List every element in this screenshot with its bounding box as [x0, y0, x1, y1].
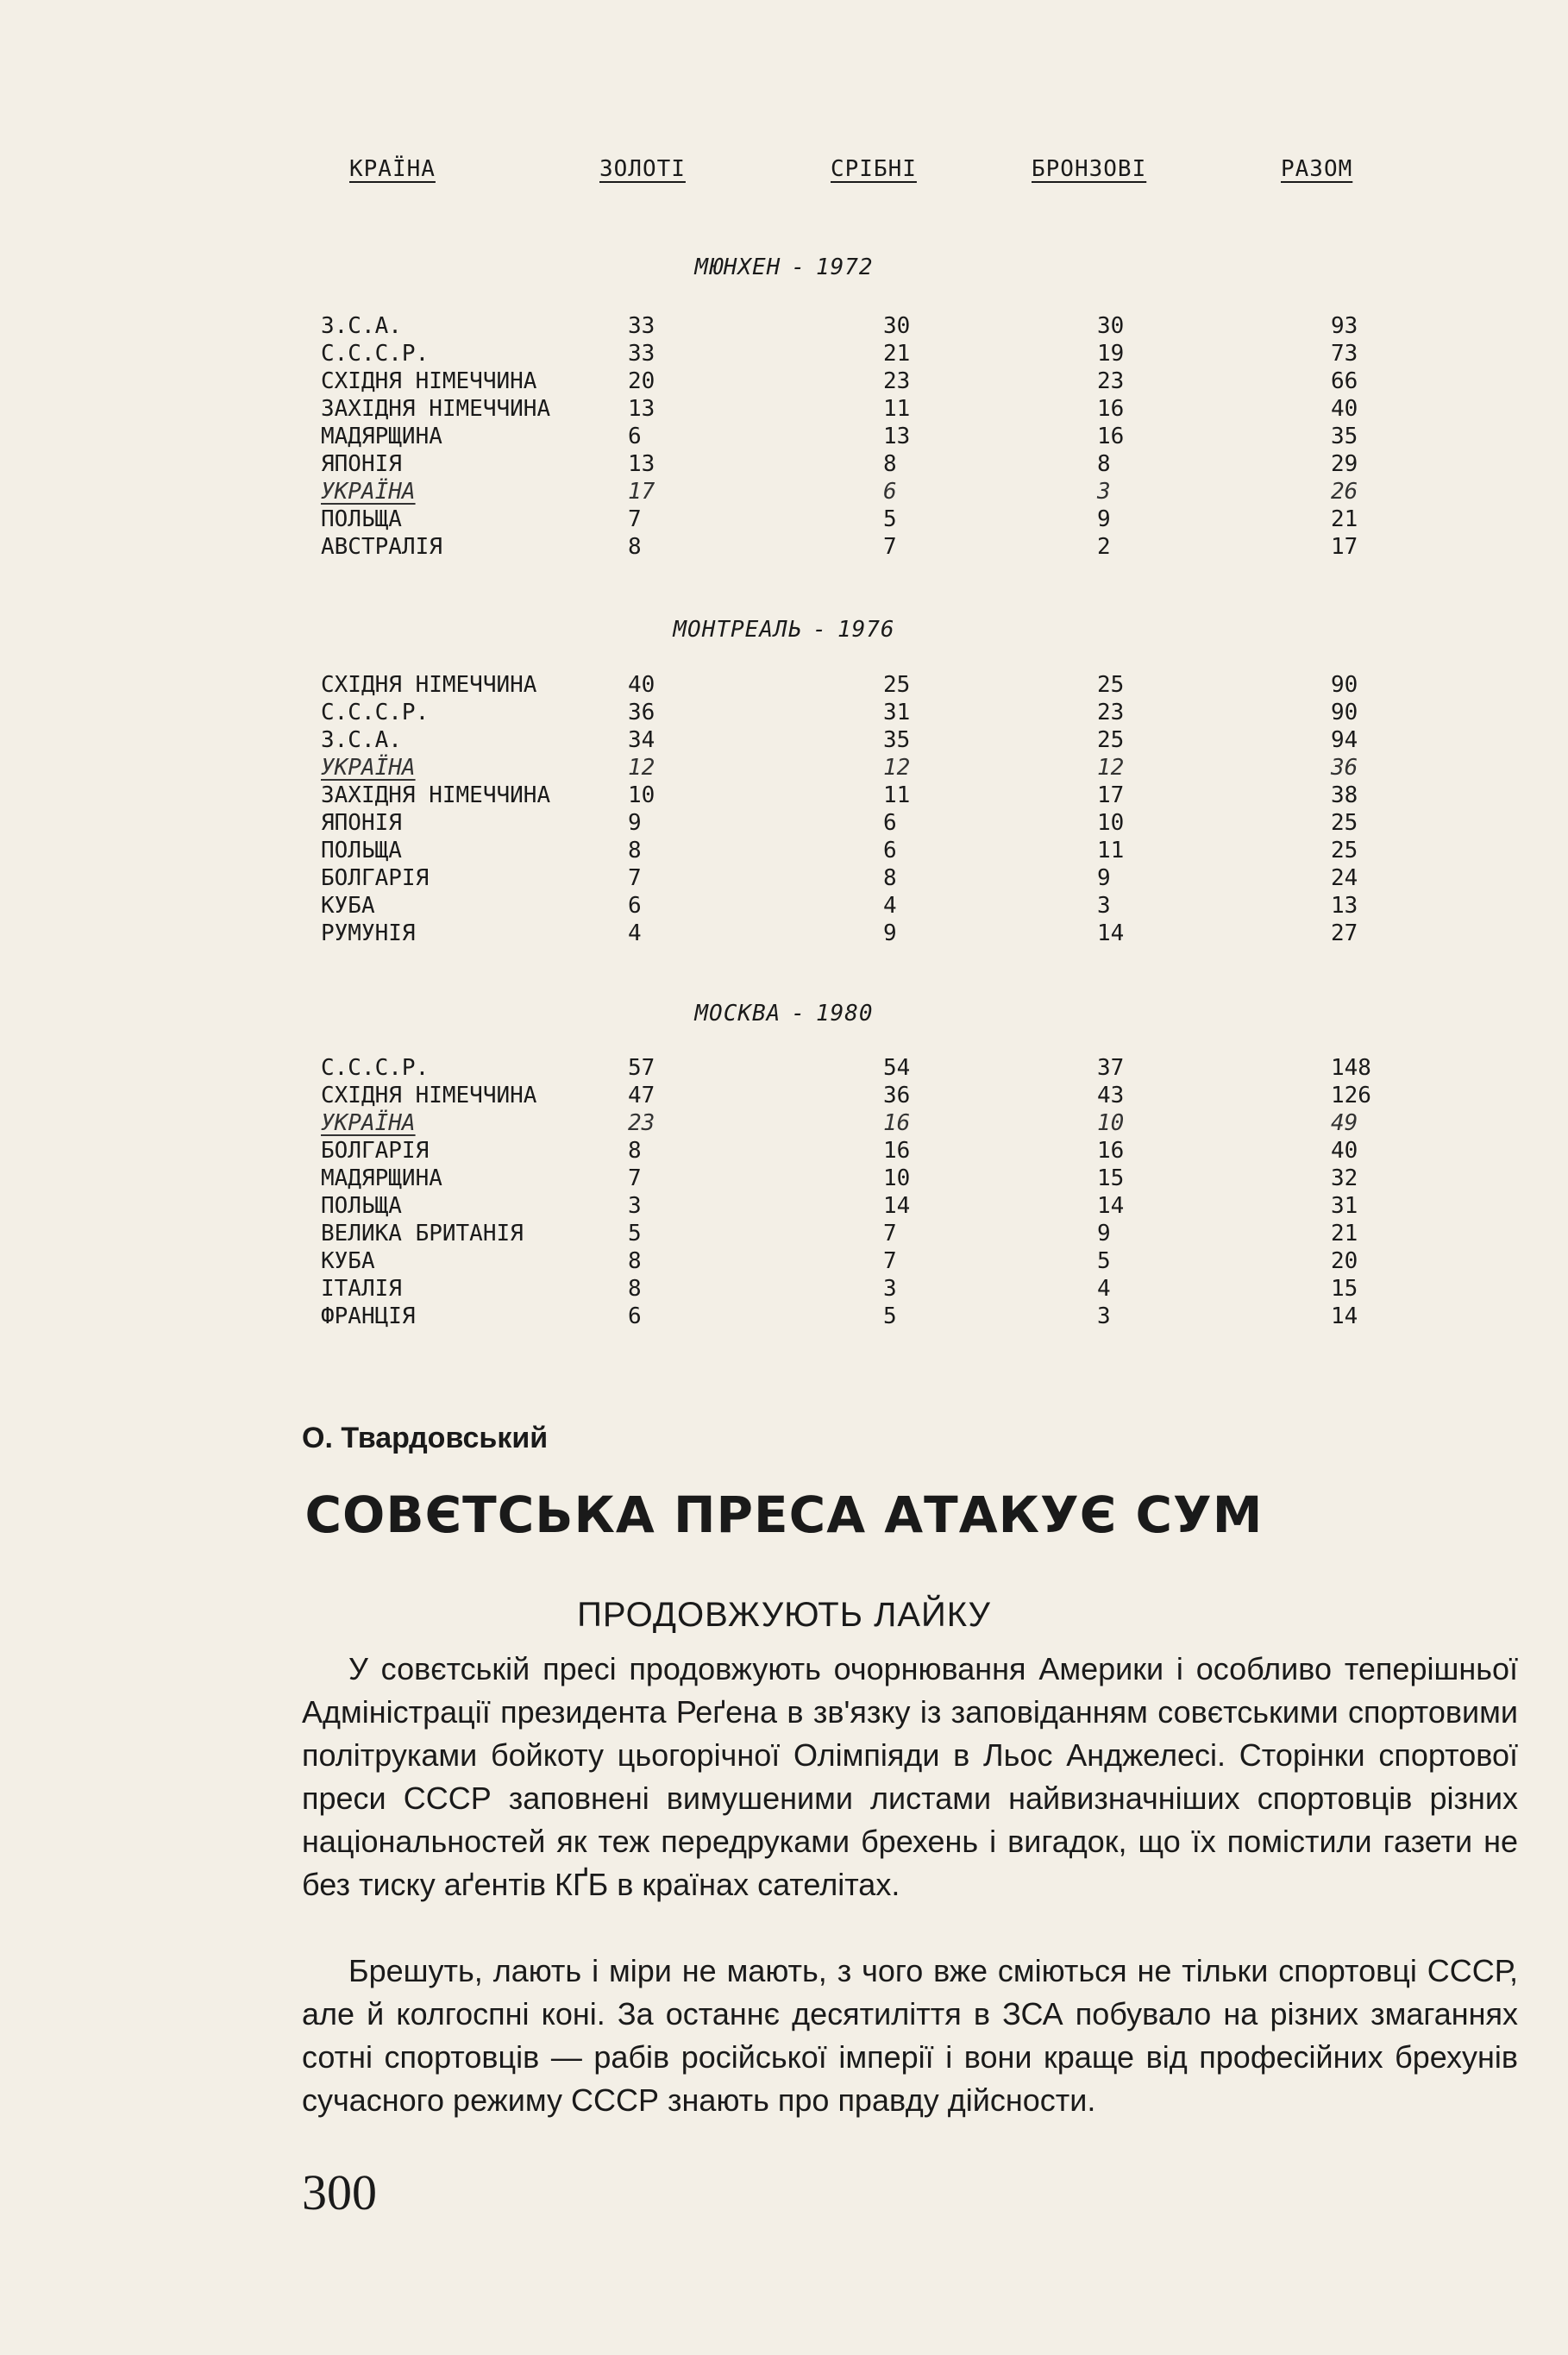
total-count: 148	[1331, 1055, 1371, 1081]
gold-count: 13	[628, 396, 655, 422]
gold-count: 23	[628, 1110, 655, 1136]
country-name: ФРАНЦІЯ	[321, 1303, 416, 1329]
table-row	[0, 478, 1568, 506]
silver-count: 31	[883, 700, 911, 725]
header-silver: СРІБНІ	[831, 156, 917, 182]
olympic-section-title	[0, 996, 1568, 1031]
table-row	[0, 423, 1568, 450]
silver-count: 7	[883, 1248, 897, 1274]
bronze-count: 43	[1097, 1083, 1125, 1108]
table-row	[0, 1165, 1568, 1192]
table-row	[0, 1303, 1568, 1330]
table-row	[0, 533, 1568, 561]
country-name: С.С.С.Р.	[321, 1055, 430, 1081]
country-name: УКРАЇНА	[321, 479, 416, 505]
page-number: 300	[302, 2164, 377, 2220]
olympic-year: 1980	[815, 1001, 874, 1027]
silver-count: 14	[883, 1193, 911, 1219]
bronze-count: 12	[1097, 755, 1125, 781]
country-name: С.С.С.Р.	[321, 341, 430, 367]
title-separator: -	[812, 617, 827, 643]
country-name: СХІДНЯ НІМЕЧЧИНА	[321, 672, 537, 698]
gold-count: 9	[628, 810, 642, 836]
header-country: КРАЇНА	[349, 156, 436, 182]
gold-count: 20	[628, 368, 655, 394]
bronze-count: 14	[1097, 1193, 1125, 1219]
country-name: ВЕЛИКА БРИТАНІЯ	[321, 1221, 524, 1247]
olympic-year: 1972	[815, 254, 874, 280]
table-row	[0, 671, 1568, 699]
total-count: 13	[1331, 893, 1358, 919]
bronze-count: 15	[1097, 1165, 1125, 1191]
silver-count: 5	[883, 506, 897, 532]
table-row	[0, 1082, 1568, 1109]
gold-count: 5	[628, 1221, 642, 1247]
article-paragraph: Брешуть, лають і міри не мають, з чого вже сміються не тільки спортовці СССР, але й колгоспні коні. За останнє десятиліття в ЗСА побувало на різних змаганнях сотні спортовців — рабів російської імперії і вони краще від професійних брехунів сучасного режиму СССР знають про правду дійсности.	[302, 1953, 1518, 2118]
table-row	[0, 1137, 1568, 1165]
table-row	[0, 312, 1568, 340]
total-count: 36	[1331, 755, 1358, 781]
subheading: ПРОДОВЖУЮТЬ ЛАЙКУ	[577, 1596, 991, 1634]
gold-count: 13	[628, 451, 655, 477]
country-name: БОЛГАРІЯ	[321, 865, 430, 891]
silver-count: 7	[883, 1221, 897, 1247]
silver-count: 10	[883, 1165, 911, 1191]
table-row	[0, 726, 1568, 754]
gold-count: 34	[628, 727, 655, 753]
header-gold: ЗОЛОТІ	[599, 156, 686, 182]
table-row	[0, 450, 1568, 478]
gold-count: 47	[628, 1083, 655, 1108]
article-paragraph: У совєтській пресі продовжують очорнювання Америки і особливо теперішньої Адміністрації президента Реґена в зв'язку із заповіданням совєтськими спортовими політруками бойкоту цьогорічної Олімпіяди в Льос Анджелесі. Сторінки спортової преси СССР заповнені вимушеними листами найвизначніших спортовців різних національностей як теж передруками брехень і вигадок, що їх помістили газети не без тиску аґентів КҐБ в країнах сателітах.	[302, 1651, 1518, 1902]
silver-count: 8	[883, 865, 897, 891]
gold-count: 8	[628, 838, 642, 864]
bronze-count: 8	[1097, 451, 1111, 477]
headline: СОВЄТСЬКА ПРЕСА АТАКУЄ СУМ	[304, 1485, 1264, 1544]
silver-count: 16	[883, 1138, 911, 1164]
silver-count: 23	[883, 368, 911, 394]
country-name: КУБА	[321, 893, 375, 919]
table-row	[0, 892, 1568, 920]
silver-count: 54	[883, 1055, 911, 1081]
gold-count: 33	[628, 341, 655, 367]
table-row	[0, 920, 1568, 947]
country-name: ПОЛЬЩА	[321, 506, 402, 532]
total-count: 21	[1331, 1221, 1358, 1247]
total-count: 14	[1331, 1303, 1358, 1329]
gold-count: 6	[628, 893, 642, 919]
title-separator: -	[791, 254, 806, 280]
table-row	[0, 340, 1568, 367]
table-row	[0, 1192, 1568, 1220]
table-row	[0, 1275, 1568, 1303]
total-count: 90	[1331, 700, 1358, 725]
country-name: МАДЯРЩИНА	[321, 1165, 442, 1191]
gold-count: 17	[628, 479, 655, 505]
silver-count: 35	[883, 727, 911, 753]
bronze-count: 9	[1097, 1221, 1111, 1247]
silver-count: 5	[883, 1303, 897, 1329]
bronze-count: 3	[1097, 893, 1111, 919]
silver-count: 21	[883, 341, 911, 367]
olympic-city: МОСКВА	[694, 1001, 781, 1027]
bronze-count: 14	[1097, 920, 1125, 946]
bronze-count: 25	[1097, 727, 1125, 753]
gold-count: 8	[628, 1138, 642, 1164]
bronze-count: 10	[1097, 1110, 1125, 1136]
title-separator: -	[791, 1001, 806, 1027]
country-name: ПОЛЬЩА	[321, 838, 402, 864]
table-row	[0, 837, 1568, 864]
olympic-city: МОНТРЕАЛЬ	[673, 617, 803, 643]
silver-count: 11	[883, 396, 911, 422]
table-row	[0, 506, 1568, 533]
total-count: 38	[1331, 782, 1358, 808]
gold-count: 8	[628, 534, 642, 560]
silver-count: 12	[883, 755, 911, 781]
country-name: БОЛГАРІЯ	[321, 1138, 430, 1164]
total-count: 29	[1331, 451, 1358, 477]
gold-count: 6	[628, 1303, 642, 1329]
gold-count: 33	[628, 313, 655, 339]
bronze-count: 23	[1097, 368, 1125, 394]
total-count: 73	[1331, 341, 1358, 367]
table-row	[0, 782, 1568, 809]
country-name: З.С.А.	[321, 313, 402, 339]
bronze-count: 9	[1097, 865, 1111, 891]
table-row	[0, 1054, 1568, 1082]
silver-count: 3	[883, 1276, 897, 1302]
silver-count: 4	[883, 893, 897, 919]
total-count: 40	[1331, 396, 1358, 422]
silver-count: 13	[883, 424, 911, 449]
table-row	[0, 1109, 1568, 1137]
gold-count: 8	[628, 1276, 642, 1302]
gold-count: 57	[628, 1055, 655, 1081]
total-count: 94	[1331, 727, 1358, 753]
silver-count: 6	[883, 479, 897, 505]
country-name: З.С.А.	[321, 727, 402, 753]
country-name: ПОЛЬЩА	[321, 1193, 402, 1219]
silver-count: 6	[883, 838, 897, 864]
country-name: ЗАХІДНЯ НІМЕЧЧИНА	[321, 782, 551, 808]
olympic-city: МЮНХЕН	[694, 254, 781, 280]
table-row	[0, 864, 1568, 892]
total-count: 25	[1331, 838, 1358, 864]
total-count: 49	[1331, 1110, 1358, 1136]
bronze-count: 3	[1097, 1303, 1111, 1329]
bronze-count: 3	[1097, 479, 1111, 505]
table-row	[0, 1220, 1568, 1247]
gold-count: 8	[628, 1248, 642, 1274]
gold-count: 7	[628, 506, 642, 532]
silver-count: 8	[883, 451, 897, 477]
country-name: ЗАХІДНЯ НІМЕЧЧИНА	[321, 396, 551, 422]
total-count: 32	[1331, 1165, 1358, 1191]
total-count: 31	[1331, 1193, 1358, 1219]
silver-count: 25	[883, 672, 911, 698]
header-bronze: БРОНЗОВІ	[1032, 156, 1147, 182]
bronze-count: 30	[1097, 313, 1125, 339]
bronze-count: 11	[1097, 838, 1125, 864]
olympic-section-title	[0, 612, 1568, 647]
silver-count: 11	[883, 782, 911, 808]
total-count: 15	[1331, 1276, 1358, 1302]
country-name: РУМУНІЯ	[321, 920, 416, 946]
silver-count: 30	[883, 313, 911, 339]
bronze-count: 4	[1097, 1276, 1111, 1302]
bronze-count: 37	[1097, 1055, 1125, 1081]
table-row	[0, 699, 1568, 726]
header-total: РАЗОМ	[1281, 156, 1353, 182]
silver-count: 6	[883, 810, 897, 836]
total-count: 27	[1331, 920, 1358, 946]
gold-count: 7	[628, 865, 642, 891]
silver-count: 36	[883, 1083, 911, 1108]
total-count: 25	[1331, 810, 1358, 836]
table-row	[0, 1247, 1568, 1275]
country-name: УКРАЇНА	[321, 755, 416, 781]
bronze-count: 16	[1097, 1138, 1125, 1164]
gold-count: 10	[628, 782, 655, 808]
total-count: 26	[1331, 479, 1358, 505]
country-name: АВСТРАЛІЯ	[321, 534, 442, 560]
bronze-count: 16	[1097, 396, 1125, 422]
country-name: СХІДНЯ НІМЕЧЧИНА	[321, 1083, 537, 1108]
total-count: 126	[1331, 1083, 1371, 1108]
table-row	[0, 754, 1568, 782]
silver-count: 9	[883, 920, 897, 946]
gold-count: 3	[628, 1193, 642, 1219]
country-name: ЯПОНІЯ	[321, 810, 402, 836]
total-count: 24	[1331, 865, 1358, 891]
country-name: С.С.С.Р.	[321, 700, 430, 725]
bronze-count: 10	[1097, 810, 1125, 836]
table-row	[0, 395, 1568, 423]
bronze-count: 16	[1097, 424, 1125, 449]
bronze-count: 25	[1097, 672, 1125, 698]
country-name: КУБА	[321, 1248, 375, 1274]
bronze-count: 2	[1097, 534, 1111, 560]
total-count: 66	[1331, 368, 1358, 394]
bronze-count: 23	[1097, 700, 1125, 725]
olympic-year: 1976	[837, 617, 895, 643]
gold-count: 12	[628, 755, 655, 781]
total-count: 20	[1331, 1248, 1358, 1274]
total-count: 21	[1331, 506, 1358, 532]
total-count: 40	[1331, 1138, 1358, 1164]
total-count: 90	[1331, 672, 1358, 698]
gold-count: 7	[628, 1165, 642, 1191]
gold-count: 4	[628, 920, 642, 946]
country-name: УКРАЇНА	[321, 1110, 416, 1136]
total-count: 17	[1331, 534, 1358, 560]
country-name: МАДЯРЩИНА	[321, 424, 442, 449]
silver-count: 16	[883, 1110, 911, 1136]
table-row	[0, 809, 1568, 837]
gold-count: 6	[628, 424, 642, 449]
bronze-count: 17	[1097, 782, 1125, 808]
country-name: ЯПОНІЯ	[321, 451, 402, 477]
olympic-section-title	[0, 250, 1568, 285]
bronze-count: 9	[1097, 506, 1111, 532]
country-name: СХІДНЯ НІМЕЧЧИНА	[321, 368, 537, 394]
bronze-count: 19	[1097, 341, 1125, 367]
bronze-count: 5	[1097, 1248, 1111, 1274]
country-name: ІТАЛІЯ	[321, 1276, 402, 1302]
gold-count: 36	[628, 700, 655, 725]
total-count: 35	[1331, 424, 1358, 449]
table-row	[0, 367, 1568, 395]
gold-count: 40	[628, 672, 655, 698]
silver-count: 7	[883, 534, 897, 560]
author: О. Твардовський	[302, 1422, 549, 1454]
total-count: 93	[1331, 313, 1358, 339]
